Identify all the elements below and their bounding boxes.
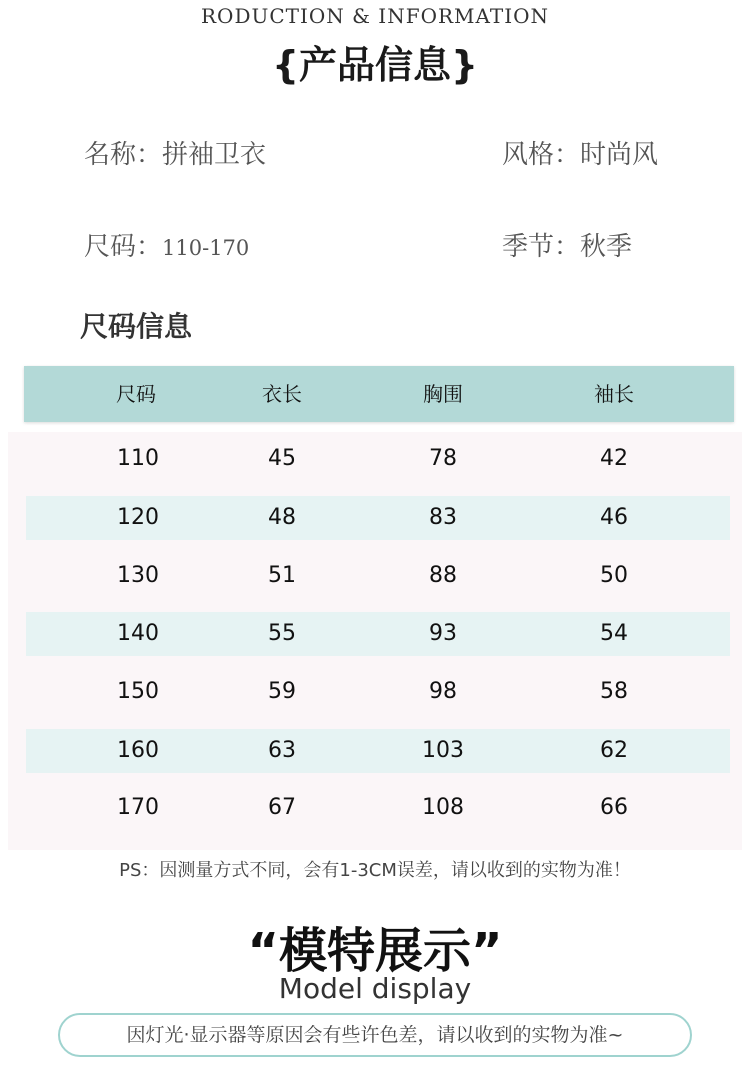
column-header-length: 衣长 <box>262 382 302 406</box>
cell-length: 48 <box>268 505 296 530</box>
cell-length: 59 <box>268 679 296 704</box>
table-row <box>26 496 730 540</box>
cell-length: 55 <box>268 621 296 646</box>
cell-length: 45 <box>268 446 296 471</box>
column-header-size: 尺码 <box>116 382 156 406</box>
info-season-label: 季节： <box>502 232 581 262</box>
info-size-value: 110-170 <box>162 236 250 260</box>
table-row <box>26 729 730 773</box>
cell-chest: 98 <box>429 679 457 704</box>
column-header-chest: 胸围 <box>423 382 463 406</box>
cell-chest: 88 <box>429 563 457 588</box>
size-info-heading: 尺码信息 <box>80 310 193 343</box>
cell-chest: 103 <box>422 738 464 763</box>
cell-chest: 93 <box>429 621 457 646</box>
model-display-subtitle: Model display <box>278 972 472 1005</box>
cell-sleeve: 58 <box>600 679 628 704</box>
info-style-label: 风格： <box>502 140 581 170</box>
section-title: {产品信息} <box>271 43 479 87</box>
info-style <box>502 134 658 171</box>
cell-chest: 78 <box>429 446 457 471</box>
info-name-value: 拼袖卫衣 <box>162 140 267 170</box>
cell-length: 67 <box>268 795 296 820</box>
info-season-value: 秋季 <box>580 232 633 262</box>
cell-sleeve: 50 <box>600 563 628 588</box>
table-row <box>26 612 730 656</box>
cell-sleeve: 46 <box>600 505 628 530</box>
model-display-title: “模特展示” <box>247 923 503 979</box>
table-row <box>26 670 730 714</box>
table-row <box>26 786 730 830</box>
cell-length: 63 <box>268 738 296 763</box>
size-table-header <box>24 366 734 422</box>
cell-sleeve: 42 <box>600 446 628 471</box>
info-style-value: 时尚风 <box>580 140 659 170</box>
cell-length: 51 <box>268 563 296 588</box>
section-subtitle-en: RODUCTION & INFORMATION <box>201 4 549 28</box>
info-size-label: 尺码： <box>84 232 163 262</box>
cell-sleeve: 62 <box>600 738 628 763</box>
info-name <box>84 134 266 171</box>
cell-size: 150 <box>117 679 159 704</box>
cell-sleeve: 66 <box>600 795 628 820</box>
info-name-label: 名称： <box>84 140 163 170</box>
table-row <box>26 437 730 481</box>
info-season <box>502 226 632 263</box>
column-header-sleeve: 袖长 <box>594 382 634 406</box>
info-size <box>84 226 249 263</box>
cell-sleeve: 54 <box>600 621 628 646</box>
cell-size: 110 <box>117 446 159 471</box>
table-row <box>26 554 730 598</box>
color-difference-notice: 因灯光·显示器等原因会有些许色差，请以收到的实物为准~ <box>58 1013 692 1057</box>
cell-chest: 108 <box>422 795 464 820</box>
measurement-note: PS：因测量方式不同，会有1-3CM误差，请以收到的实物为准！ <box>119 860 631 881</box>
cell-size: 120 <box>117 505 159 530</box>
cell-size: 160 <box>117 738 159 763</box>
cell-size: 130 <box>117 563 159 588</box>
cell-chest: 83 <box>429 505 457 530</box>
cell-size: 140 <box>117 621 159 646</box>
cell-size: 170 <box>117 795 159 820</box>
